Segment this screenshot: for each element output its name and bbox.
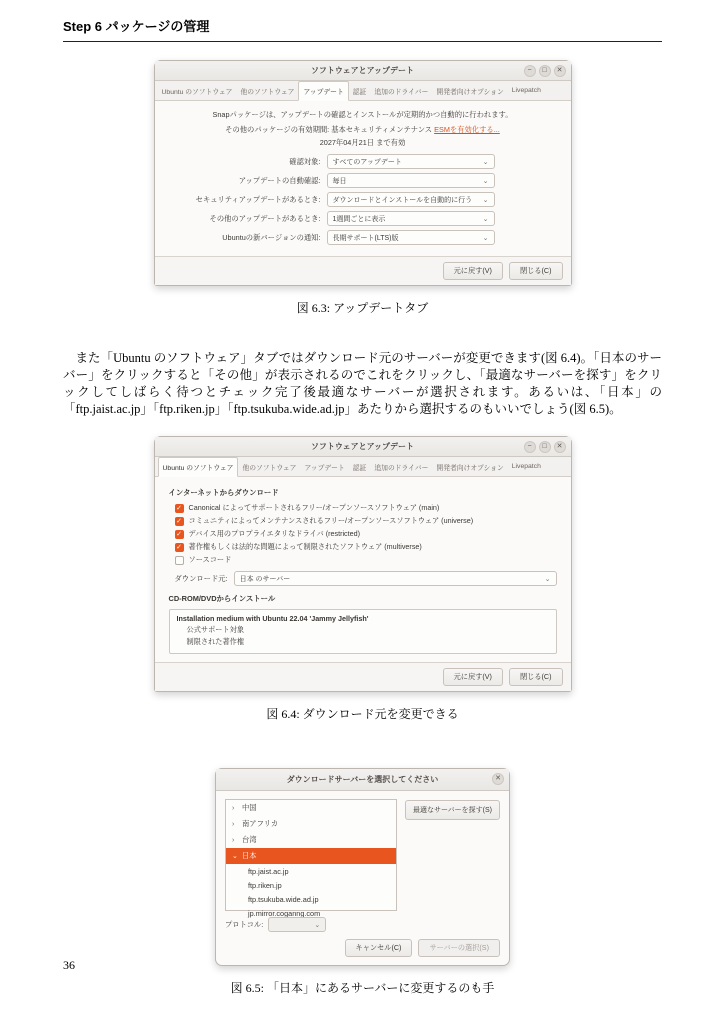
checkbox-multiverse-label: 著作権もしくは法的な問題によって制限されたソフトウェア (multiverse) xyxy=(188,542,422,551)
ubuntu-software-tab-content xyxy=(155,477,571,662)
minimize-icon[interactable]: − xyxy=(524,65,536,77)
tree-item-taiwan[interactable] xyxy=(226,832,396,848)
setting-row xyxy=(169,211,557,226)
source-option-row xyxy=(175,516,557,526)
window-controls xyxy=(524,65,566,77)
chevron-down-icon: ⌄ xyxy=(232,853,238,860)
other-updates-label: その他のアップデートがあるとき: xyxy=(209,213,321,223)
chevron-down-icon: ⌄ xyxy=(482,196,489,204)
check-icon: ✓ xyxy=(176,504,182,512)
tree-item-label: 台湾 xyxy=(242,835,257,844)
enable-esm-link[interactable]: ESMを有効化する... xyxy=(434,125,500,134)
cancel-button[interactable]: キャンセル(C) xyxy=(345,939,413,957)
tab-bar xyxy=(155,457,571,477)
tab-authentication[interactable]: 認証 xyxy=(352,88,367,96)
security-updates-dropdown[interactable] xyxy=(327,192,495,207)
server-item-tsukuba[interactable]: ftp.tsukuba.wide.ad.jp xyxy=(248,894,319,904)
tab-other-software[interactable]: 他のソフトウェア xyxy=(242,464,297,472)
tab-developer-options[interactable]: 開発者向けオプション xyxy=(436,464,504,472)
source-option-row xyxy=(175,555,557,565)
tab-livepatch[interactable]: Livepatch xyxy=(511,463,541,470)
software-updates-window xyxy=(154,60,572,286)
setting-row xyxy=(169,173,557,188)
close-icon[interactable]: ✕ xyxy=(554,441,566,453)
source-option-row xyxy=(175,503,557,513)
cdrom-media-title: Installation medium with Ubuntu 22.04 'Jammy Jellyfish' xyxy=(176,614,369,623)
server-tree[interactable] xyxy=(225,799,397,918)
checkbox-main-label: Canonical によってサポートされるフリー/オープンソースソフトウェア (main) xyxy=(188,503,440,512)
chevron-right-icon: › xyxy=(232,836,235,844)
tree-item-south-africa[interactable] xyxy=(226,816,396,832)
cdrom-media-item: 制限された著作権 xyxy=(186,637,245,646)
window-button-bar xyxy=(155,662,571,691)
tree-item-japan[interactable] xyxy=(226,848,396,864)
figure-6-3-caption: 図 6.3: アップデートタブ xyxy=(296,301,429,315)
tab-additional-drivers[interactable]: 追加のドライバー xyxy=(374,88,429,96)
close-icon[interactable]: ✕ xyxy=(492,773,504,785)
check-target-value: すべてのアップデート xyxy=(332,158,402,166)
auto-check-value: 毎日 xyxy=(332,177,347,185)
setting-row xyxy=(169,154,557,169)
chevron-down-icon: ⌄ xyxy=(314,921,321,929)
tree-item-label: 日本 xyxy=(242,851,257,860)
setting-row xyxy=(169,230,557,245)
other-updates-dropdown[interactable] xyxy=(327,211,495,226)
other-updates-value: 1週間ごとに表示 xyxy=(332,215,386,223)
checkbox-universe-label: コミュニティによってメンテナンスされるフリー/オープンソースソフトウェア (universe) xyxy=(188,516,474,525)
find-best-server-button[interactable]: 最適なサーバーを探す(S) xyxy=(405,800,500,820)
chevron-down-icon: ⌄ xyxy=(482,215,489,223)
checkbox-source-code[interactable] xyxy=(175,556,184,565)
updates-tab-content xyxy=(155,101,571,256)
checkbox-main[interactable] xyxy=(175,504,184,513)
tab-developer-options[interactable]: 開発者向けオプション xyxy=(436,88,504,96)
dialog-button-bar xyxy=(216,932,509,965)
new-version-label: Ubuntuの新バージョンの通知: xyxy=(222,232,321,242)
chevron-right-icon: › xyxy=(232,820,235,828)
checkbox-universe[interactable] xyxy=(175,517,184,526)
new-version-value: 長期サポート(LTS)版 xyxy=(332,234,399,242)
select-server-button[interactable]: サーバーの選択(S) xyxy=(418,939,500,957)
cdrom-media-list[interactable] xyxy=(169,609,557,654)
server-item-mirror[interactable]: jp.mirror.coganng.com xyxy=(248,908,321,918)
tab-other-software[interactable]: 他のソフトウェア xyxy=(240,88,295,96)
internet-download-section-title: インターネットからダウンロード xyxy=(168,488,279,497)
close-icon[interactable]: ✕ xyxy=(554,65,566,77)
figure-6-5-caption: 図 6.5: 「日本」にあるサーバーに変更するのも手 xyxy=(230,981,495,995)
window-controls xyxy=(492,773,504,785)
snap-note: Snapパッケージは、アップデートの確認とインストールが定期的かつ自動的に行われます。 xyxy=(212,110,513,119)
figure-6-4-caption: 図 6.4: ダウンロード元を変更できる xyxy=(266,707,459,721)
section-heading-text: Step 6 パッケージの管理 xyxy=(63,19,210,34)
check-icon: ✓ xyxy=(176,543,182,551)
tab-ubuntu-software[interactable]: Ubuntu のソフトウェア xyxy=(161,88,233,96)
cdrom-media-item: 公式サポート対象 xyxy=(186,625,245,634)
server-item-jaist[interactable]: ftp.jaist.ac.jp xyxy=(248,866,289,876)
page-number: 36 xyxy=(63,958,75,972)
tab-updates[interactable]: アップデート xyxy=(298,81,348,101)
body-paragraph: また「Ubuntu のソフトウェア」タブではダウンロード元のサーバーが変更できます(図 6.4)。「日本のサーバー」をクリックすると「その他」が表示されるのでこれをクリックし、「最適なサーバーを探す」をクリックしてしばらく待つとチェック完了後最適なサーバーが選択されます。あるいは、「日本」の「ftp.jaist.ac.jp」「ftp.riken.jp」「ftp.tsukuba.wide.ad.jp」あたりから選択するのもいいでしょう(図 6.5)。 xyxy=(63,351,662,416)
dialog-title: ダウンロードサーバーを選択してください xyxy=(286,775,439,784)
tree-item-china[interactable] xyxy=(226,800,396,816)
auto-check-dropdown[interactable] xyxy=(327,173,495,188)
tab-additional-drivers[interactable]: 追加のドライバー xyxy=(374,464,429,472)
tree-item-label: 南アフリカ xyxy=(242,819,279,828)
chevron-down-icon: ⌄ xyxy=(482,234,489,242)
download-source-row xyxy=(175,571,557,586)
window-button-bar xyxy=(155,256,571,285)
window-title: ソフトウェアとアップデート xyxy=(310,442,415,451)
tree-item-label: 中国 xyxy=(242,803,257,812)
section-heading xyxy=(63,0,662,35)
chevron-down-icon: ⌄ xyxy=(482,158,489,166)
server-item-riken[interactable]: ftp.riken.jp xyxy=(248,880,282,890)
source-option-row xyxy=(175,542,557,552)
chevron-down-icon: ⌄ xyxy=(544,575,551,583)
esm-validity: 2027年04月21日 まで有効 xyxy=(319,138,406,147)
protocol-label: プロトコル: xyxy=(225,919,264,929)
security-updates-label: セキュリティアップデートがあるとき: xyxy=(195,194,321,204)
esm-label: その他のパッケージの有効期間: xyxy=(225,125,330,134)
esm-row xyxy=(169,125,557,135)
check-icon: ✓ xyxy=(176,530,182,538)
setting-row xyxy=(169,192,557,207)
server-select-dialog xyxy=(215,768,510,966)
maximize-icon[interactable]: □ xyxy=(539,441,551,453)
window-titlebar[interactable] xyxy=(155,437,571,457)
checkbox-restricted[interactable] xyxy=(175,530,184,539)
chevron-right-icon: › xyxy=(232,804,235,812)
auto-check-label: アップデートの自動確認: xyxy=(238,175,321,185)
check-icon: ✓ xyxy=(176,517,182,525)
window-title: ソフトウェアとアップデート xyxy=(310,66,415,75)
check-target-label: 確認対象: xyxy=(289,156,321,166)
cdrom-section-title: CD-ROM/DVDからインストール xyxy=(168,594,276,603)
source-option-row xyxy=(175,529,557,539)
window-controls xyxy=(524,441,566,453)
close-window-button[interactable]: 閉じる(C) xyxy=(509,668,563,686)
tab-authentication[interactable]: 認証 xyxy=(352,464,367,472)
protocol-dropdown[interactable] xyxy=(268,917,326,932)
dialog-body xyxy=(216,791,509,932)
dialog-titlebar[interactable] xyxy=(216,769,509,791)
tab-livepatch[interactable]: Livepatch xyxy=(511,87,541,94)
maximize-icon[interactable]: □ xyxy=(539,65,551,77)
figure-6-5 xyxy=(0,722,725,966)
checkbox-multiverse[interactable] xyxy=(175,543,184,552)
tab-ubuntu-software[interactable]: Ubuntu のソフトウェア xyxy=(158,457,239,477)
close-window-button[interactable]: 閉じる(C) xyxy=(509,262,563,280)
figure-6-3 xyxy=(0,42,725,286)
figure-6-4 xyxy=(0,418,725,692)
revert-button[interactable]: 元に戻す(V) xyxy=(443,668,503,686)
download-source-value: 日本 のサーバー xyxy=(239,575,291,583)
download-source-label: ダウンロード元: xyxy=(174,573,228,583)
revert-button[interactable]: 元に戻す(V) xyxy=(443,262,503,280)
new-version-dropdown[interactable] xyxy=(327,230,495,245)
security-updates-value: ダウンロードとインストールを自動的に行う xyxy=(332,196,473,204)
download-source-dropdown[interactable] xyxy=(234,571,557,586)
tab-bar xyxy=(155,81,571,101)
checkbox-restricted-label: デバイス用のプロプライエタリなドライバ (restricted) xyxy=(188,529,361,538)
minimize-icon[interactable]: − xyxy=(524,441,536,453)
esm-text: 基本セキュリティメンテナンス xyxy=(331,125,433,134)
tab-updates[interactable]: アップデート xyxy=(304,464,345,472)
chevron-down-icon: ⌄ xyxy=(482,177,489,185)
check-target-dropdown[interactable] xyxy=(327,154,495,169)
window-titlebar[interactable] xyxy=(155,61,571,81)
checkbox-source-code-label: ソースコード xyxy=(188,555,232,564)
software-sources-window xyxy=(154,436,572,692)
